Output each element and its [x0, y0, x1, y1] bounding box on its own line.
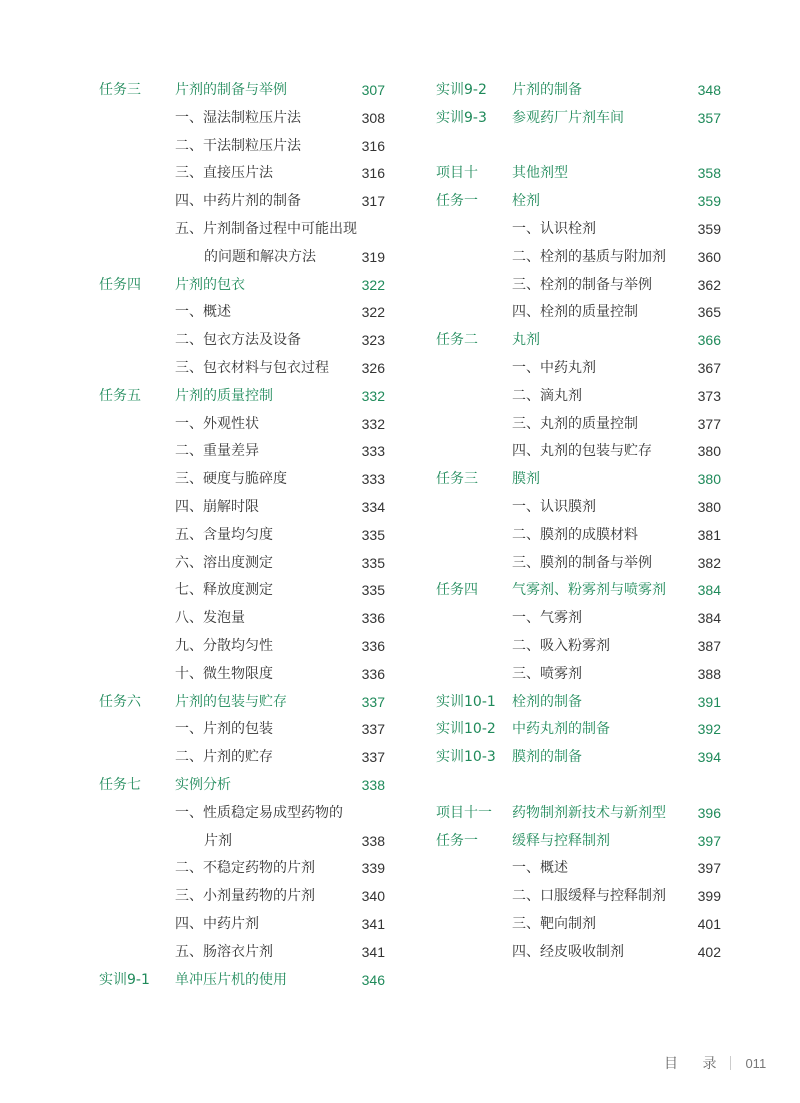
entry-page: 366	[697, 332, 721, 349]
toc-section-entry[interactable]	[436, 688, 721, 716]
entry-title: 四、崩解时限	[175, 498, 259, 515]
toc-entry[interactable]	[99, 799, 385, 827]
entry-title: 的问题和解决方法	[204, 248, 316, 265]
toc-entry[interactable]	[436, 298, 721, 326]
toc-entry[interactable]	[99, 187, 385, 215]
entry-title: 五、片剂制备过程中可能出现	[175, 220, 357, 237]
entry-title: 二、口服缓释与控释制剂	[512, 888, 666, 905]
entry-title: 二、膜剂的成膜材料	[512, 526, 638, 543]
entry-title: 片剂	[204, 832, 232, 849]
entry-page: 338	[361, 776, 385, 793]
toc-entry[interactable]	[99, 493, 385, 521]
entry-title: 九、分散均匀性	[175, 637, 273, 654]
entry-label: 任务四	[99, 276, 141, 293]
toc-entry[interactable]	[99, 743, 385, 771]
toc-entry[interactable]	[436, 437, 721, 465]
entry-title: 四、中药片剂	[175, 915, 259, 932]
entry-page: 336	[361, 637, 385, 654]
entry-title: 膜剂的制备	[512, 749, 582, 766]
entry-page: 333	[361, 471, 385, 488]
entry-page: 380	[697, 471, 721, 488]
entry-page: 402	[697, 943, 721, 960]
entry-title: 五、含量均匀度	[175, 526, 273, 543]
toc-entry[interactable]	[436, 243, 721, 271]
toc-entry[interactable]	[436, 215, 721, 243]
toc-section-entry[interactable]	[436, 326, 721, 354]
toc-entry[interactable]	[99, 576, 385, 604]
toc-entry[interactable]	[99, 354, 385, 382]
toc-entry[interactable]	[99, 437, 385, 465]
entry-title: 三、膜剂的制备与举例	[512, 554, 652, 571]
toc-entry[interactable]	[436, 521, 721, 549]
entry-title: 三、靶向制剂	[512, 915, 596, 932]
entry-page: 380	[697, 443, 721, 460]
toc-entry[interactable]	[99, 521, 385, 549]
entry-title: 二、吸入粉雾剂	[512, 637, 610, 654]
entry-label: 项目十	[436, 165, 478, 182]
entry-page: 332	[361, 415, 385, 432]
entry-title: 三、包衣材料与包衣过程	[175, 359, 329, 376]
entry-page: 335	[361, 554, 385, 571]
toc-entry[interactable]	[436, 354, 721, 382]
entry-title: 缓释与控释制剂	[512, 832, 610, 849]
toc-section-entry[interactable]	[99, 771, 385, 799]
toc-entry[interactable]	[99, 243, 385, 271]
entry-title: 二、滴丸剂	[512, 387, 582, 404]
entry-title: 一、湿法制粒压片法	[175, 109, 301, 126]
entry-page: 397	[697, 832, 721, 849]
entry-page: 340	[361, 888, 385, 905]
entry-page: 387	[697, 637, 721, 654]
entry-page: 362	[697, 276, 721, 293]
entry-page: 401	[697, 915, 721, 932]
entry-title: 一、片剂的包装	[175, 721, 273, 738]
page-footer	[664, 1053, 766, 1073]
toc-entry[interactable]	[99, 604, 385, 632]
toc-entry[interactable]	[436, 493, 721, 521]
entry-title: 一、认识膜剂	[512, 498, 596, 515]
toc-entry[interactable]	[99, 159, 385, 187]
entry-title: 片剂的制备	[512, 82, 582, 98]
entry-page: 394	[697, 749, 721, 766]
toc-entry[interactable]	[99, 632, 385, 660]
entry-title: 三、硬度与脆碎度	[175, 471, 287, 488]
entry-title: 三、喷雾剂	[512, 665, 582, 682]
spacer	[436, 132, 721, 160]
entry-title: 二、片剂的贮存	[175, 749, 273, 766]
entry-page: 358	[697, 165, 721, 182]
toc-entry[interactable]	[436, 854, 721, 882]
toc-entry[interactable]	[99, 326, 385, 354]
entry-label: 实训9-1	[99, 971, 150, 988]
toc-entry[interactable]	[99, 882, 385, 910]
entry-page: 337	[361, 693, 385, 710]
entry-page: 392	[697, 721, 721, 738]
entry-title: 一、概述	[512, 860, 568, 877]
entry-page: 359	[697, 193, 721, 210]
entry-title: 八、发泡量	[175, 610, 245, 627]
entry-page: 317	[361, 193, 385, 210]
entry-page: 341	[361, 915, 385, 932]
toc-entry[interactable]	[99, 660, 385, 688]
entry-title: 膜剂	[512, 471, 540, 488]
entry-title: 四、丸剂的包装与贮存	[512, 443, 652, 460]
spacer	[436, 771, 721, 799]
entry-page: 396	[697, 804, 721, 821]
toc-entry[interactable]	[99, 938, 385, 966]
entry-page: 336	[361, 665, 385, 682]
entry-page: 334	[361, 498, 385, 515]
toc-section-entry[interactable]	[99, 76, 385, 104]
toc-entry[interactable]	[99, 215, 385, 243]
toc-entry[interactable]	[436, 632, 721, 660]
entry-title: 单冲压片机的使用	[175, 971, 287, 988]
entry-label: 任务一	[436, 832, 478, 849]
page-number: 011	[745, 1056, 767, 1071]
entry-label: 任务七	[99, 776, 141, 793]
entry-title: 二、重量差异	[175, 443, 259, 460]
entry-page: 399	[697, 888, 721, 905]
toc-section-entry[interactable]	[436, 187, 721, 215]
entry-title: 二、不稳定药物的片剂	[175, 860, 315, 877]
toc-section-entry[interactable]	[99, 966, 385, 994]
entry-page: 381	[697, 526, 721, 543]
entry-page: 322	[361, 276, 385, 293]
entry-page: 341	[361, 943, 385, 960]
entry-title: 四、经皮吸收制剂	[512, 943, 624, 960]
entry-title: 栓剂	[512, 193, 540, 210]
entry-page: 316	[361, 137, 385, 154]
entry-label: 任务三	[99, 82, 141, 98]
toc-section-entry[interactable]	[99, 271, 385, 299]
entry-title: 一、外观性状	[175, 415, 259, 432]
toc-entry[interactable]	[99, 549, 385, 577]
toc-entry[interactable]	[99, 854, 385, 882]
toc-section-entry[interactable]	[99, 688, 385, 716]
entry-title: 七、释放度测定	[175, 582, 273, 599]
toc-entry[interactable]	[436, 549, 721, 577]
entry-label: 任务三	[436, 471, 478, 488]
entry-title: 三、丸剂的质量控制	[512, 415, 638, 432]
entry-label: 项目十一	[436, 804, 492, 821]
entry-title: 栓剂的制备	[512, 693, 582, 710]
entry-label: 实训9-3	[436, 109, 487, 126]
entry-title: 六、溶出度测定	[175, 554, 273, 571]
toc-entry[interactable]	[436, 660, 721, 688]
toc-entry[interactable]	[436, 410, 721, 438]
entry-page: 373	[697, 387, 721, 404]
entry-title: 片剂的包装与贮存	[175, 693, 287, 710]
entry-page: 377	[697, 415, 721, 432]
entry-title: 四、栓剂的质量控制	[512, 304, 638, 321]
toc-entry[interactable]	[99, 715, 385, 743]
entry-label: 实训10-2	[436, 721, 496, 738]
toc-entry[interactable]	[436, 382, 721, 410]
entry-page: 319	[361, 248, 385, 265]
entry-page: 367	[697, 359, 721, 376]
toc-entry[interactable]	[99, 132, 385, 160]
entry-page: 365	[697, 304, 721, 321]
toc-section-entry[interactable]	[436, 715, 721, 743]
entry-page: 384	[697, 610, 721, 627]
entry-title: 一、认识栓剂	[512, 220, 596, 237]
entry-label: 任务五	[99, 387, 141, 404]
toc-entry[interactable]	[436, 604, 721, 632]
toc-section-entry[interactable]	[99, 382, 385, 410]
entry-label: 任务一	[436, 193, 478, 210]
entry-title: 片剂的质量控制	[175, 387, 273, 404]
entry-page: 346	[361, 971, 385, 988]
entry-title: 一、中药丸剂	[512, 359, 596, 376]
entry-title: 三、直接压片法	[175, 165, 273, 182]
toc-entry[interactable]	[99, 298, 385, 326]
entry-page: 391	[697, 693, 721, 710]
entry-page: 359	[697, 220, 721, 237]
entry-title: 一、气雾剂	[512, 610, 582, 627]
entry-page: 333	[361, 443, 385, 460]
toc-entry[interactable]	[436, 938, 721, 966]
entry-title: 参观药厂片剂车间	[512, 109, 624, 126]
entry-page: 337	[361, 749, 385, 766]
entry-title: 四、中药片剂的制备	[175, 193, 301, 210]
entry-page: 384	[697, 582, 721, 599]
entry-page: 388	[697, 665, 721, 682]
entry-title: 一、性质稳定易成型药物的	[175, 804, 343, 821]
toc-section-entry[interactable]	[436, 576, 721, 604]
toc-section-entry[interactable]	[436, 159, 721, 187]
entry-label: 任务六	[99, 693, 141, 710]
entry-title: 一、概述	[175, 304, 231, 321]
entry-title: 二、包衣方法及设备	[175, 332, 301, 349]
entry-title: 十、微生物限度	[175, 665, 273, 682]
entry-page: 335	[361, 582, 385, 599]
entry-title: 二、栓剂的基质与附加剂	[512, 248, 666, 265]
entry-title: 药物制剂新技术与新剂型	[512, 804, 666, 821]
toc-entry[interactable]	[99, 104, 385, 132]
toc-section-entry[interactable]	[436, 76, 721, 104]
entry-title: 五、肠溶衣片剂	[175, 943, 273, 960]
entry-page: 336	[361, 610, 385, 627]
entry-label: 实训10-3	[436, 749, 496, 766]
entry-page: 338	[361, 832, 385, 849]
entry-page: 316	[361, 165, 385, 182]
entry-title: 其他剂型	[512, 165, 568, 182]
entry-page: 382	[697, 554, 721, 571]
toc-left-column	[99, 76, 385, 993]
toc-section-entry[interactable]	[436, 465, 721, 493]
toc-section-entry[interactable]	[436, 743, 721, 771]
toc-section-entry[interactable]	[436, 799, 721, 827]
entry-title: 三、小剂量药物的片剂	[175, 888, 315, 905]
entry-title: 气雾剂、粉雾剂与喷雾剂	[512, 582, 666, 599]
entry-page: 326	[361, 359, 385, 376]
toc-entry[interactable]	[99, 410, 385, 438]
toc-entry[interactable]	[436, 882, 721, 910]
entry-title: 二、干法制粒压片法	[175, 137, 301, 154]
entry-page: 322	[361, 304, 385, 321]
toc-entry[interactable]	[99, 827, 385, 855]
entry-label: 任务四	[436, 582, 478, 599]
entry-page: 339	[361, 860, 385, 877]
footer-divider	[730, 1056, 731, 1070]
entry-title: 片剂的制备与举例	[175, 82, 287, 98]
entry-label: 实训9-2	[436, 82, 487, 98]
entry-page: 348	[697, 82, 721, 98]
entry-page: 323	[361, 332, 385, 349]
entry-label: 任务二	[436, 332, 478, 349]
toc-entry[interactable]	[436, 271, 721, 299]
entry-title: 实例分析	[175, 776, 231, 793]
toc-entry[interactable]	[99, 910, 385, 938]
entry-title: 中药丸剂的制备	[512, 721, 610, 738]
toc-entry[interactable]	[99, 465, 385, 493]
toc-section-entry[interactable]	[436, 827, 721, 855]
entry-page: 307	[361, 82, 385, 98]
entry-title: 丸剂	[512, 332, 540, 349]
toc-entry[interactable]	[436, 910, 721, 938]
entry-page: 335	[361, 526, 385, 543]
entry-page: 308	[361, 109, 385, 126]
toc-right-column	[436, 76, 721, 966]
footer-section-title: 目 录	[664, 1056, 727, 1072]
entry-page: 397	[697, 860, 721, 877]
entry-page: 337	[361, 721, 385, 738]
entry-page: 380	[697, 498, 721, 515]
toc-section-entry[interactable]	[436, 104, 721, 132]
entry-page: 357	[697, 109, 721, 126]
entry-title: 三、栓剂的制备与举例	[512, 276, 652, 293]
entry-title: 片剂的包衣	[175, 276, 245, 293]
entry-page: 332	[361, 387, 385, 404]
entry-page: 360	[697, 248, 721, 265]
entry-label: 实训10-1	[436, 693, 496, 710]
